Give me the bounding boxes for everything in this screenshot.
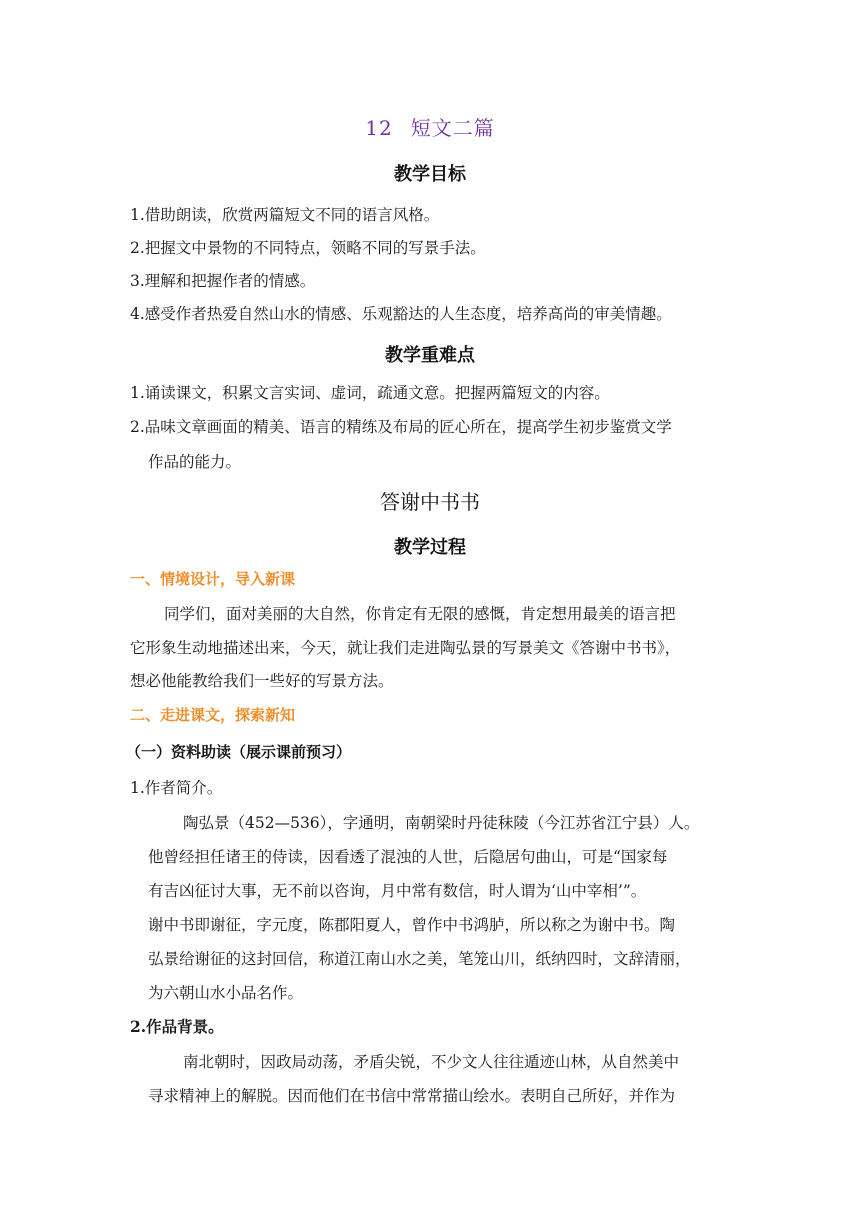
section1-heading: 一、情境设计，导入新课 [130,570,296,588]
background-line-1: 南北朝时，因政局动荡，矛盾尖锐，不少文人往往遁迹山林，从自然美中 [183,1053,680,1071]
author-line-4: 谢中书即谢征，字元度，陈郡阳夏人，曾作中书鸿胪，所以称之为谢中书。陶 [148,916,676,934]
key-point-item-2-cont: 作品的能力。 [148,453,242,471]
author-line-6: 为六朝山水小品名作。 [148,984,304,1002]
objectives-heading: 教学目标 [394,164,466,185]
author-line-5: 弘景给谢征的这封回信，称道江南山水之美，笔笼山川，纸纳四时，文辞清丽， [148,950,691,968]
key-points-heading: 教学重难点 [385,345,475,366]
author-line-3: 有吉凶征讨大事，无不前以咨询，月中常有数信，时人谓为‘山中宰相’”。 [148,882,647,900]
section1-line-1: 同学们，面对美丽的大自然，你肯定有无限的感慨，肯定想用最美的语言把 [164,605,676,623]
author-line-1: 陶弘景（452—536），字通明，南朝梁时丹徒秣陵（今江苏省江宁县）人。 [183,814,700,832]
lesson-title-text: 短文二篇 [410,116,495,140]
background-label: 2.作品背景。 [130,1017,224,1036]
section1-line-3: 想必他能教给我们一些好的写景方法。 [130,672,394,690]
lesson-title [0,112,860,141]
objective-item-1: 1.借助朗读，欣赏两篇短文不同的语言风格。 [130,206,440,224]
key-point-item-2: 2.品味文章画面的精美、语言的精练及布局的匠心所在，提高学生初步鉴赏文学 [130,418,672,436]
section2-sub1: （一）资料助读（展示课前预习） [126,743,352,761]
background-line-2: 寻求精神上的解脱。因而他们在书信中常常描山绘水。表明自己所好，并作为 [148,1087,676,1105]
lesson-number: 12 [365,116,393,140]
objective-item-2: 2.把握文中景物的不同特点，领略不同的写景手法。 [130,239,486,257]
author-line-2: 他曾经担任诸王的侍读，因看透了混浊的人世，后隐居句曲山，可是“国家每 [148,848,668,866]
objective-item-4: 4.感受作者热爱自然山水的情感、乐观豁达的人生态度，培养高尚的审美情趣。 [130,305,672,323]
author-label: 1.作者简介。 [130,779,223,797]
section1-line-2: 它形象生动地描述出来，今天，就让我们走进陶弘景的写景美文《答谢中书书》， [130,639,681,657]
process-heading: 教学过程 [394,537,466,558]
section2-heading: 二、走进课文，探索新知 [130,706,296,724]
key-point-item-1: 1.诵读课文，积累文言实词、虚词，疏通文意。把握两篇短文的内容。 [130,384,610,402]
essay-title: 答谢中书书 [380,490,480,514]
objective-item-3: 3.理解和把握作者的情感。 [130,272,316,290]
